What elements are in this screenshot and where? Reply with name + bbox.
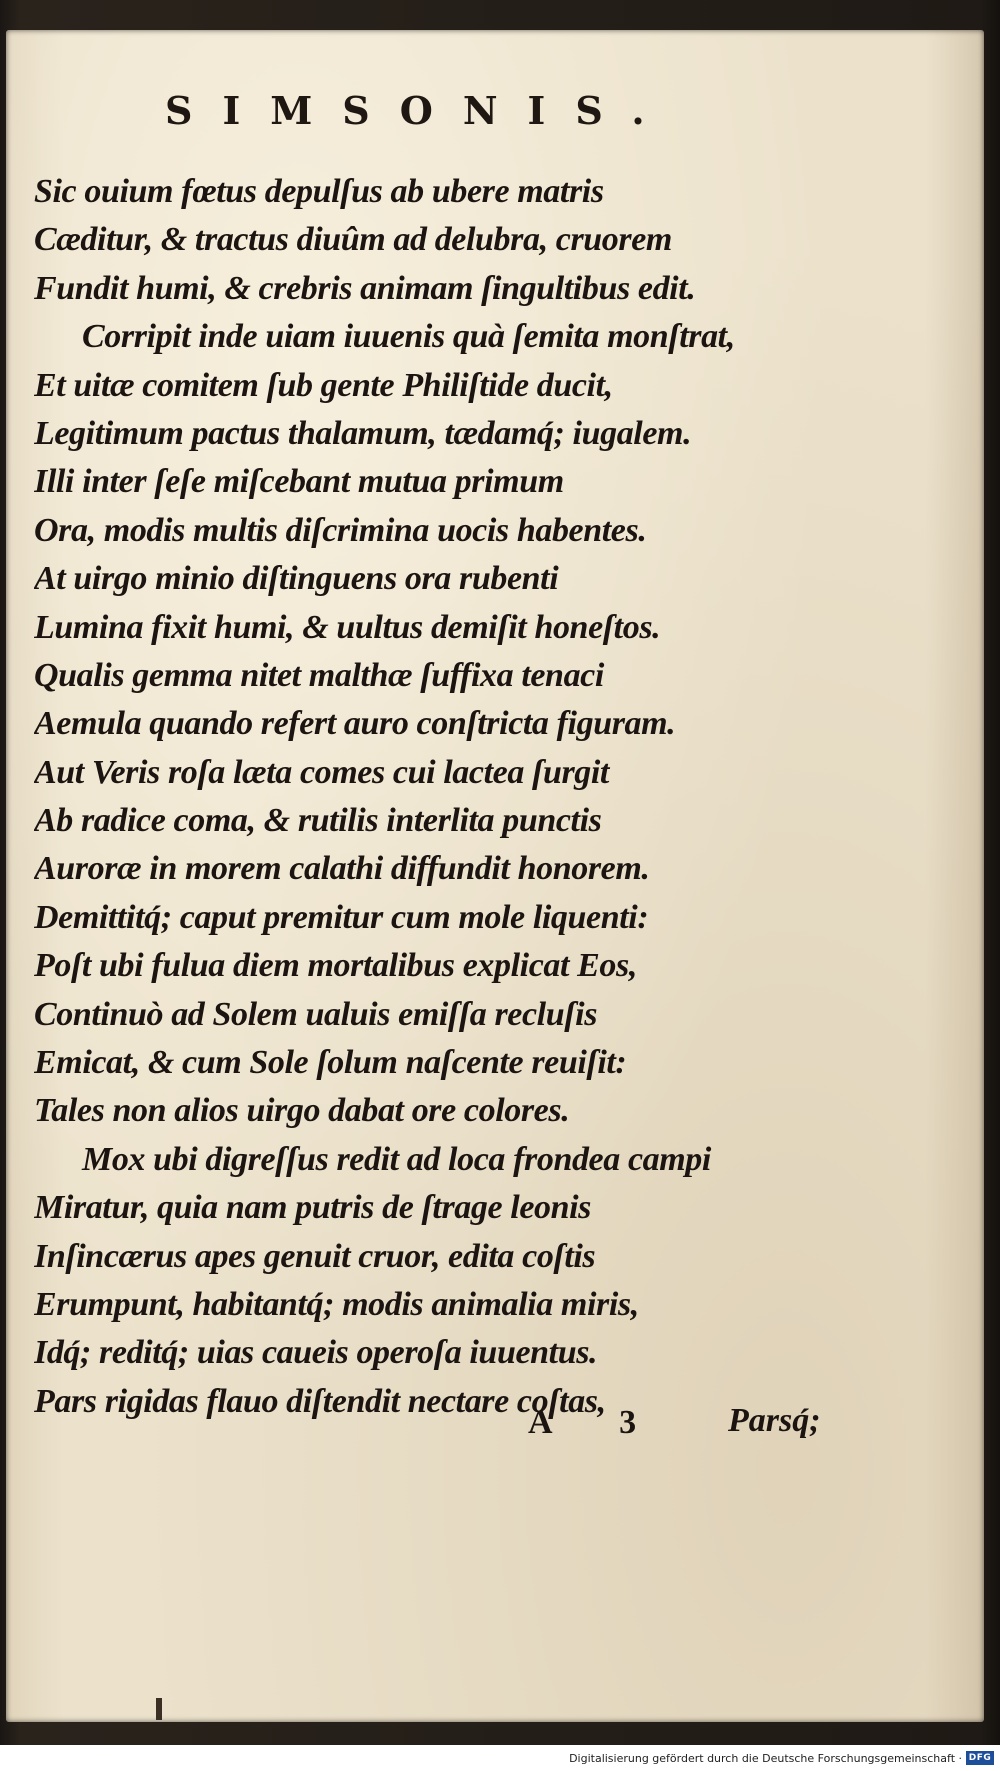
page-edge-mark [156, 1698, 162, 1720]
verse-line: Legitimum pactus thalamum, tædamq́; iugalem. [34, 414, 692, 452]
verse-line: Aemula quando refert auro conſtricta figuram. [34, 705, 676, 743]
verse-line: Cæditur, & tractus diuûm ad delubra, cruorem [34, 221, 672, 259]
running-head: SIMSONIS. [165, 88, 675, 133]
verse-line: Ora, modis multis diſcrimina uocis habentes. [34, 511, 647, 549]
verse-line: Illi inter ſeſe miſcebant mutua primum [34, 463, 564, 501]
verse-line: Lumina fixit humi, & uultus demiſit honeſtos. [34, 608, 661, 646]
verse-line: Emicat, & cum Sole ſolum naſcente reuiſit: [34, 1044, 627, 1082]
verse-line: Tales non alios uirgo dabat ore colores. [34, 1092, 570, 1130]
footer-credit: Digitalisierung gefördert durch die Deutsche Forschungsgemeinschaft · [569, 1752, 962, 1765]
verse-line: Auroræ in morem calathi diffundit honorem. [34, 850, 650, 888]
verse-line: Pars rigidas flauo diſtendit nectare coſtas, [34, 1382, 606, 1420]
verse-line: At uirgo minio diſtinguens ora rubenti [34, 560, 559, 598]
verse-line: Et uitæ comitem ſub gente Philiſtide ducit, [34, 366, 613, 404]
verse-line: Inſincærus apes genuit cruor, edita coſtis [34, 1237, 596, 1275]
verse-line: Sic ouium fœtus depulſus ab ubere matris [34, 173, 604, 210]
verse-line: Fundit humi, & crebris animam ſingultibus edit. [34, 269, 696, 307]
verse-line: Erumpunt, habitantq́; modis animalia miris, [34, 1285, 639, 1323]
verse-line: Idq́; reditq́; uias caueis operoſa iuuentus. [34, 1334, 598, 1372]
verse-block [34, 168, 924, 1426]
verse-line: Qualis gemma nitet malthæ ſuffixa tenaci [34, 656, 604, 694]
verse-line: Ab radice coma, & rutilis interlita punctis [34, 802, 602, 840]
verse-line: Aut Veris roſa læta comes cui lactea ſurgit [34, 753, 609, 791]
dfg-logo-icon: DFG [966, 1751, 994, 1765]
verse-line: Demittitq́; caput premitur cum mole liquenti: [34, 898, 649, 936]
verse-line: Poſt ubi fulua diem mortalibus explicat Eos, [34, 947, 637, 985]
catchword: Parsq́; [728, 1402, 821, 1439]
verse-line: Continuò ad Solem ualuis emiſſa recluſis [34, 995, 598, 1033]
signature-mark: A 3 [528, 1404, 667, 1441]
verse-line: Corripit inde uiam iuuenis quà ſemita monſtrat, [82, 318, 735, 356]
verse-line: Mox ubi digreſſus redit ad loca frondea campi [82, 1140, 711, 1178]
verse-line: Miratur, quia nam putris de ſtrage leonis [34, 1189, 592, 1227]
